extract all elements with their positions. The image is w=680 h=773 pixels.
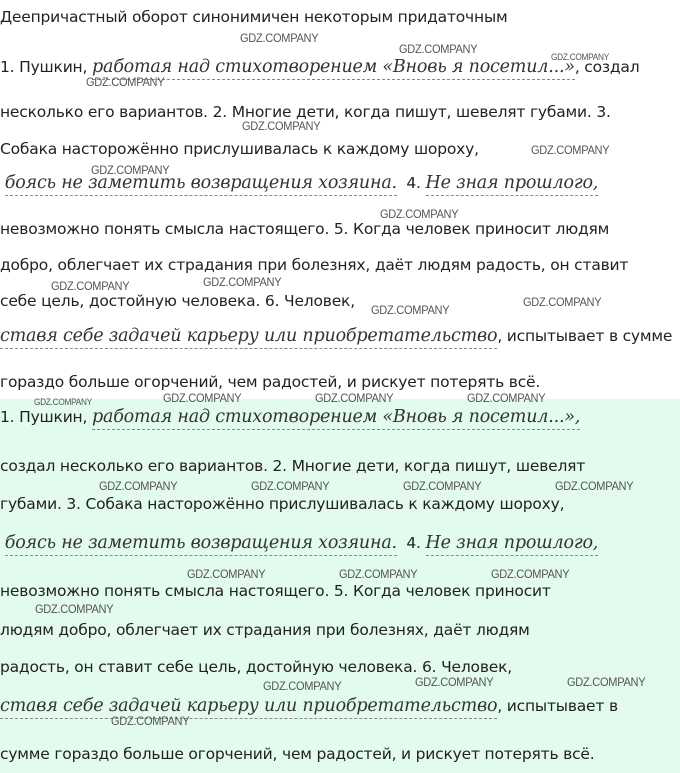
answer-line: сумме гораздо больше огорчений, чем радостей, и рискует потерять всё. — [0, 745, 595, 763]
answer-line — [0, 407, 580, 427]
handwritten-phrase: ставя себе задачей карьеру или приобретательство — [0, 326, 497, 349]
watermark: GDZ.COMPANY — [263, 679, 342, 693]
answer-line: невозможно понять смысла настоящего. 5. Когда человек приносит — [0, 582, 551, 600]
watermark: GDZ.COMPANY — [555, 479, 634, 493]
watermark: GDZ.COMPANY — [551, 52, 610, 62]
watermark: GDZ.COMPANY — [34, 397, 93, 407]
watermark: GDZ.COMPANY — [86, 75, 165, 89]
handwritten-phrase: Не зная прошлого, — [426, 173, 599, 196]
text-run: , создал — [574, 58, 640, 76]
handwritten-phrase: боясь не заметить возвращения хозяина. — [5, 533, 397, 556]
handwritten-phrase: ставя себе задачей карьеру или приобретательство — [0, 696, 497, 719]
answer-line — [0, 533, 598, 553]
text-run: , испытывает в — [497, 697, 618, 715]
text-line — [0, 57, 639, 77]
watermark: GDZ.COMPANY — [187, 567, 266, 581]
text-line — [0, 173, 598, 193]
text-line: гораздо больше огорчений, чем радостей, и рискует потерять всё. — [0, 373, 541, 391]
text-line: несколько его вариантов. 2. Многие дети, когда пишут, шевелят губами. 3. — [0, 103, 611, 121]
answer-line: губами. 3. Собака насторожённо прислушивалась к каждому шороху, — [0, 495, 565, 513]
watermark: GDZ.COMPANY — [315, 391, 394, 405]
handwritten-phrase: боясь не заметить возвращения хозяина. — [5, 173, 397, 196]
watermark: GDZ.COMPANY — [163, 391, 242, 405]
answer-line — [0, 696, 618, 716]
watermark: GDZ.COMPANY — [251, 479, 330, 493]
text-line — [0, 326, 672, 346]
watermark: GDZ.COMPANY — [523, 295, 602, 309]
watermark: GDZ.COMPANY — [111, 714, 190, 728]
page-title: Деепричастный оборот синонимичен некоторым придаточным — [0, 8, 508, 26]
answer-line: людям добро, облегчает их страдания при болезнях, даёт людям — [0, 621, 530, 639]
text-line: себе цель, достойную человека. 6. Человек, — [0, 292, 355, 310]
watermark: GDZ.COMPANY — [339, 567, 418, 581]
handwritten-phrase: Не зная прошлого, — [426, 533, 599, 556]
text-line: невозможно понять смысла настоящего. 5. Когда человек приносит людям — [0, 220, 610, 238]
handwritten-phrase: работая над стихотворением «Вновь я посетил...» — [92, 57, 575, 80]
handwritten-phrase: работая над стихотворением «Вновь я посетил...», — [92, 407, 580, 430]
watermark: GDZ.COMPANY — [531, 143, 610, 157]
watermark: GDZ.COMPANY — [203, 275, 282, 289]
watermark: GDZ.COMPANY — [403, 479, 482, 493]
watermark: GDZ.COMPANY — [415, 675, 494, 689]
watermark: GDZ.COMPANY — [399, 42, 478, 56]
text-run: , испытывает в сумме — [497, 327, 673, 345]
text-line: Собака насторожённо прислушивалась к каждому шороху, — [0, 140, 479, 158]
watermark: GDZ.COMPANY — [35, 602, 114, 616]
watermark: GDZ.COMPANY — [371, 303, 450, 317]
watermark: GDZ.COMPANY — [51, 279, 130, 293]
answer-line: радость, он ставит себе цель, достойную человека. 6. Человек, — [0, 658, 512, 676]
watermark: GDZ.COMPANY — [380, 207, 459, 221]
text-run: 1. Пушкин, — [0, 58, 88, 76]
watermark: GDZ.COMPANY — [491, 567, 570, 581]
watermark: GDZ.COMPANY — [467, 391, 546, 405]
watermark: GDZ.COMPANY — [567, 675, 646, 689]
watermark: GDZ.COMPANY — [99, 479, 178, 493]
answer-line: создал несколько его вариантов. 2. Многие дети, когда пишут, шевелят — [0, 457, 586, 475]
watermark: GDZ.COMPANY — [240, 31, 319, 45]
watermark: GDZ.COMPANY — [242, 119, 321, 133]
watermark: GDZ.COMPANY — [91, 163, 170, 177]
text-run: 4. — [406, 174, 421, 192]
text-run: 1. Пушкин, — [0, 408, 88, 426]
text-line: добро, облегчает их страдания при болезнях, даёт людям радость, он ставит — [0, 256, 629, 274]
text-run: 4. — [406, 534, 421, 552]
